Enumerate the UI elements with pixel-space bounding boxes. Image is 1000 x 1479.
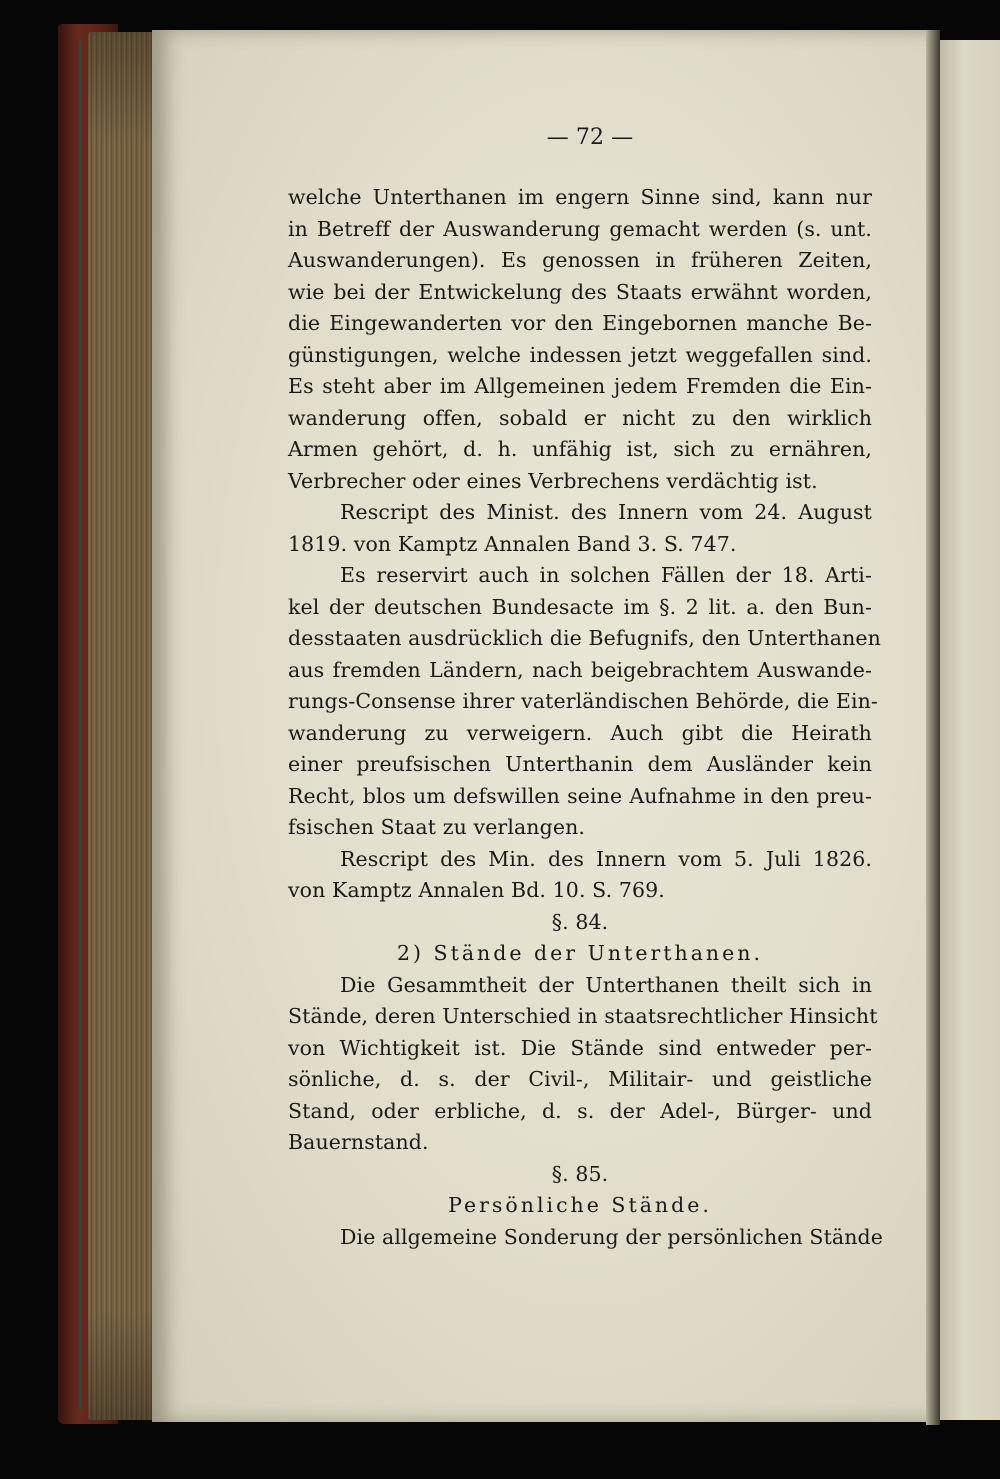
text-line: Auswanderungen). Es genossen in früheren Zeiten,	[288, 248, 872, 272]
text-line: Es steht aber im Allgemeinen jedem Fremden die Ein-	[288, 374, 872, 398]
cover-trim	[78, 40, 81, 1410]
text-line: die Eingewanderten vor den Eingebornen manche Be-	[288, 311, 872, 335]
text-line: Rescript des Minist. des Innern vom 24. August	[340, 500, 872, 524]
text-line: kel der deutschen Bundesacte im §. 2 lit. a. den Bun-	[288, 594, 872, 619]
section-number-84: §. 84.	[551, 909, 609, 934]
page-gutter	[926, 30, 940, 1425]
citation-2	[288, 844, 872, 907]
text-line: welche Unterthanen im engern Sinne sind, kann nur	[288, 185, 872, 209]
text-line: Es reservirt auch in solchen Fällen der 18. Arti-	[340, 563, 872, 587]
section-heading-84: 2) Stände der Unterthanen.	[397, 941, 763, 965]
text-line: von Kamptz Annalen Bd. 10. S. 769.	[288, 878, 665, 902]
text-line: wanderung zu verweigern. Auch gibt die Heirath	[288, 720, 872, 745]
text-line: Stände, deren Unterschied in staatsrechtlicher Hinsicht	[288, 1004, 878, 1028]
text-line: Recht, blos um defswillen seine Aufnahme in den preu-	[288, 783, 872, 808]
text-line: Bauernstand.	[288, 1130, 429, 1154]
text-line: rungs-Consense ihrer vaterländischen Behörde, die Ein-	[288, 689, 878, 713]
section-heading-85: Persönliche Stände.	[448, 1193, 712, 1217]
text-line: in Betreff der Auswanderung gemacht werden (s. unt.	[288, 216, 872, 241]
text-line: Rescript des Min. des Innern vom 5. Juli 1826.	[340, 846, 872, 871]
text-line: Die allgemeine Sonderung der persönlichen Stände	[340, 1224, 883, 1249]
text-line: sönliche, d. s. der Civil-, Militair- und geistliche	[288, 1067, 872, 1091]
text-line: fsischen Staat zu verlangen.	[288, 815, 585, 839]
text-line: Armen gehört, d. h. unfähig ist, sich zu ernähren,	[288, 437, 872, 461]
facing-page	[938, 40, 1000, 1420]
paragraph-3	[288, 970, 878, 1159]
text-line: desstaaten ausdrücklich die Befugnifs, den Unterthanen	[288, 626, 881, 650]
text-line: Die Gesammtheit der Unterthanen theilt sich in	[340, 972, 872, 997]
citation-1	[288, 497, 872, 560]
text-line: günstigungen, welche indessen jetzt weggefallen sind.	[288, 342, 872, 367]
text-line: Stand, oder erbliche, d. s. der Adel-, Bürger- und	[288, 1098, 872, 1123]
paragraph-4	[288, 1222, 883, 1254]
page-text	[288, 118, 883, 1253]
paragraph-2	[288, 560, 881, 844]
text-line: Verbrecher oder eines Verbrechens verdächtig ist.	[288, 468, 818, 493]
page-edges	[88, 32, 154, 1420]
paragraph-1	[288, 182, 872, 497]
text-line: 1819. von Kamptz Annalen Band 3. S. 747.	[288, 531, 737, 556]
section-number-85: §. 85.	[551, 1161, 609, 1186]
text-line: einer preufsischen Unterthanin dem Ausländer kein	[288, 752, 872, 776]
page-number: — 72 —	[546, 125, 634, 150]
text-line: aus fremden Ländern, nach beigebrachtem Auswande-	[288, 657, 872, 682]
text-line: wie bei der Entwickelung des Staats erwähnt worden,	[288, 279, 872, 304]
text-line: von Wichtigkeit ist. Die Stände sind entweder per-	[288, 1035, 872, 1060]
text-line: wanderung offen, sobald er nicht zu den wirklich	[288, 405, 872, 430]
